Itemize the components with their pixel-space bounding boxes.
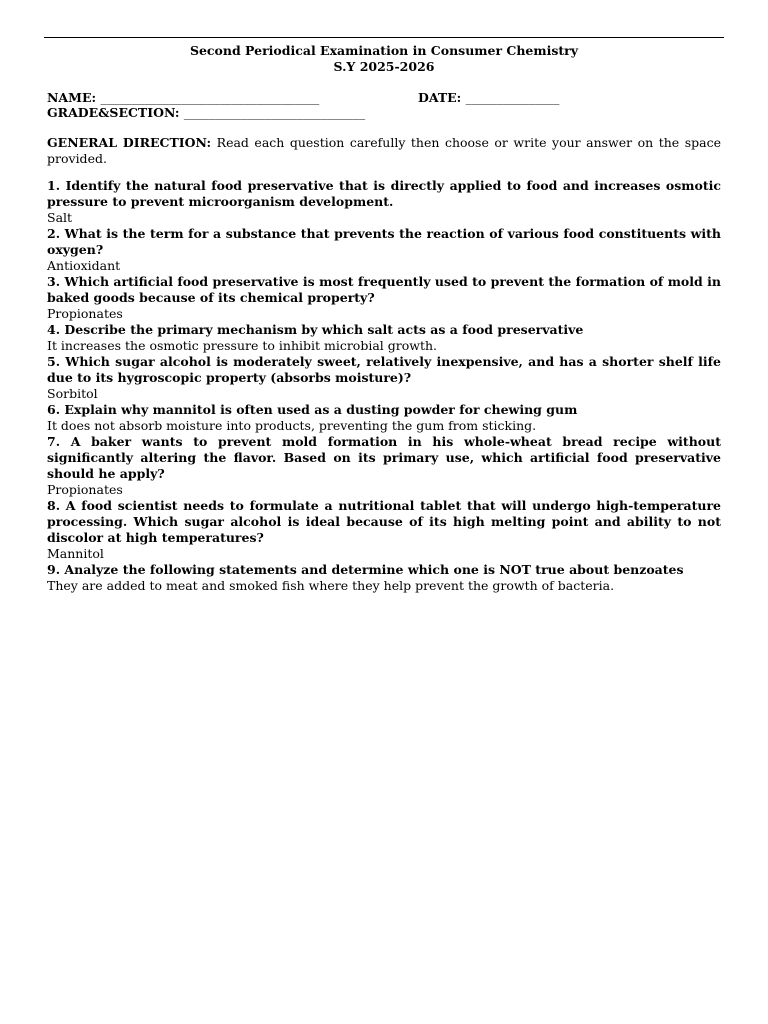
grade-section-field[interactable] <box>47 105 365 121</box>
direction-text: Read each question carefully then choose or write your answer on the space provided. <box>47 135 721 166</box>
grade-section-blank[interactable]: _____________________________ <box>183 105 366 120</box>
answer-1[interactable]: Salt <box>47 210 73 225</box>
question-4: 4. Describe the primary mechanism by which salt acts as a food preservative <box>47 322 584 337</box>
question-list <box>47 178 721 594</box>
grade-section-label: GRADE&SECTION: <box>47 105 180 120</box>
answer-9[interactable]: They are added to meat and smoked fish where they help prevent the growth of bacteria. <box>47 578 615 593</box>
date-blank[interactable]: _______________ <box>465 90 560 105</box>
top-divider <box>44 37 724 38</box>
direction-label: GENERAL DIRECTION: <box>47 135 212 150</box>
question-2: 2. What is the term for a substance that prevents the reaction of various food constituents with oxygen? <box>47 226 721 257</box>
answer-8[interactable]: Mannitol <box>47 546 104 561</box>
question-6: 6. Explain why mannitol is often used as a dusting powder for chewing gum <box>47 402 578 417</box>
answer-4[interactable]: It increases the osmotic pressure to inhibit microbial growth. <box>47 338 438 353</box>
date-field[interactable] <box>418 90 559 106</box>
answer-6[interactable]: It does not absorb moisture into products, preventing the gum from sticking. <box>47 418 537 433</box>
school-year: S.Y 2025-2026 <box>333 59 435 74</box>
exam-title: Second Periodical Examination in Consumer Chemistry <box>189 43 579 58</box>
answer-5[interactable]: Sorbitol <box>47 386 98 401</box>
name-field[interactable] <box>47 90 319 106</box>
date-label: DATE: <box>418 90 462 105</box>
question-5: 5. Which sugar alcohol is moderately sweet, relatively inexpensive, and has a shorter shelf life due to its hygroscopic property (absorbs moisture)? <box>47 354 721 385</box>
general-direction <box>47 135 721 167</box>
name-label: NAME: <box>47 90 97 105</box>
name-blank[interactable]: ___________________________________ <box>100 90 320 105</box>
answer-2[interactable]: Antioxidant <box>47 258 121 273</box>
question-1: 1. Identify the natural food preservative that is directly applied to food and increases osmotic pressure to prevent microorganism development. <box>47 178 721 209</box>
question-9: 9. Analyze the following statements and determine which one is NOT true about benzoates <box>47 562 684 577</box>
answer-7[interactable]: Propionates <box>47 482 123 497</box>
question-3: 3. Which artificial food preservative is most frequently used to prevent the formation of mold in baked goods because of its chemical property? <box>47 274 721 305</box>
question-7: 7. A baker wants to prevent mold formation in his whole-wheat bread recipe without significantly altering the flavor. Based on its primary use, which artificial food preservative should he apply? <box>47 434 721 481</box>
question-8: 8. A food scientist needs to formulate a nutritional tablet that will undergo high-temperature processing. Which sugar alcohol is ideal because of its high melting point and ability to not discolor at high temperatures? <box>47 498 721 545</box>
answer-3[interactable]: Propionates <box>47 306 123 321</box>
